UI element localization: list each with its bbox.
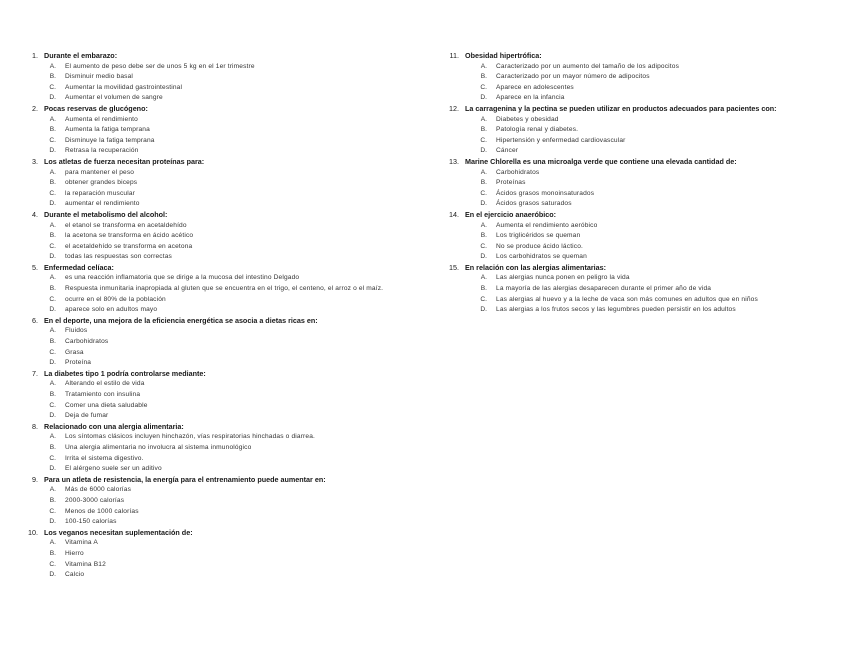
question-item <box>18 104 428 157</box>
answer-option <box>445 199 845 210</box>
option-letter: C. <box>49 189 56 197</box>
question-number: 1. <box>32 51 38 60</box>
answer-option <box>445 146 845 157</box>
question-row <box>445 51 845 62</box>
option-text: el acetaldehído se transforma en acetona <box>65 242 193 250</box>
option-letter: A. <box>49 327 56 335</box>
question-row <box>18 369 428 380</box>
option-letter: C. <box>480 83 487 91</box>
question-number: 14. <box>449 209 459 219</box>
answer-option <box>18 337 428 348</box>
option-letter: B. <box>480 73 487 81</box>
question-row <box>18 263 428 274</box>
answer-option <box>445 62 845 73</box>
question-text: Para un atleta de resistencia, la energía para el entrenamiento puede aumentar en: <box>44 474 326 484</box>
question-row <box>18 316 428 327</box>
option-letter: C. <box>49 242 56 250</box>
answer-option <box>18 221 428 232</box>
question-item <box>18 475 428 528</box>
option-letter: A. <box>49 221 56 229</box>
option-letter: B. <box>480 285 487 293</box>
answer-option <box>18 411 428 422</box>
answer-option <box>18 62 428 73</box>
option-letter: A. <box>49 433 56 441</box>
question-text: En relación con las alergias alimentarias: <box>465 262 607 272</box>
question-number: 8. <box>32 421 38 431</box>
answer-option <box>18 348 428 359</box>
option-text: Deja de fumar <box>65 412 109 420</box>
option-letter: D. <box>480 253 487 261</box>
question-item <box>18 210 428 263</box>
question-item <box>445 263 845 316</box>
option-text: todas las respuestas son correctas <box>65 253 172 261</box>
option-letter: A. <box>480 168 487 176</box>
option-letter: A. <box>480 62 487 70</box>
option-letter: D. <box>49 147 56 155</box>
question-row <box>18 475 428 486</box>
option-text: Ácidos grasos saturados <box>496 200 572 208</box>
answer-option <box>18 231 428 242</box>
option-letter: C. <box>49 560 56 568</box>
option-text: Disminuye la fatiga temprana <box>65 136 155 144</box>
option-text: Proteínas <box>496 179 526 187</box>
option-letter: C. <box>480 189 487 197</box>
question-item <box>445 104 845 157</box>
option-letter: A. <box>49 486 56 494</box>
option-letter: C. <box>49 83 56 91</box>
question-row <box>18 51 428 62</box>
option-letter: D. <box>49 94 56 102</box>
question-number: 5. <box>32 262 38 272</box>
option-letter: D. <box>49 518 56 526</box>
question-number: 11. <box>449 51 459 60</box>
question-row <box>18 104 428 115</box>
option-text: Los carbohidratos se queman <box>496 253 587 261</box>
option-text: Las alergias nunca ponen en peligro la vida <box>496 274 630 282</box>
option-text: Respuesta inmunitaria inapropiada al gluten que se encuentra en el trigo, el centeno, el arroz o el maíz. <box>65 285 384 293</box>
option-letter: B. <box>49 73 56 81</box>
answer-option <box>18 485 428 496</box>
answer-option <box>18 83 428 94</box>
question-row <box>445 157 845 168</box>
option-text: Carbohidratos <box>496 168 540 176</box>
question-item <box>445 210 845 263</box>
option-text: Los síntomas clásicos incluyen hinchazón, vías respiratorias hinchadas o diarrea. <box>65 433 316 441</box>
option-letter: C. <box>49 507 56 515</box>
option-text: Irrita el sistema digestivo. <box>65 454 144 462</box>
question-text: Obesidad hipertrófica: <box>465 51 542 60</box>
answer-option <box>18 507 428 518</box>
option-text: Caracterizado por un aumento del tamaño de los adipocitos <box>496 62 680 70</box>
option-letter: C. <box>480 136 487 144</box>
answer-option <box>18 326 428 337</box>
right-question-column <box>445 51 845 316</box>
option-text: Alterando el estilo de vida <box>65 380 145 388</box>
answer-option <box>18 178 428 189</box>
answer-option <box>18 93 428 104</box>
answer-option <box>445 231 845 242</box>
answer-option <box>18 401 428 412</box>
answer-option <box>445 221 845 232</box>
answer-option <box>18 432 428 443</box>
option-letter: D. <box>480 94 487 102</box>
option-letter: B. <box>480 179 487 187</box>
option-letter: A. <box>480 115 487 123</box>
answer-option <box>18 72 428 83</box>
option-letter: D. <box>49 412 56 420</box>
option-text: Las alergias a los frutos secos y las legumbres pueden persistir en los adultos <box>496 306 736 314</box>
option-letter: B. <box>480 126 487 134</box>
option-text: Diabetes y obesidad <box>496 115 559 123</box>
option-letter: A. <box>49 115 56 123</box>
answer-option <box>445 115 845 126</box>
option-text: 100-150 calorías <box>65 518 117 526</box>
question-row <box>445 263 845 274</box>
answer-option <box>445 136 845 147</box>
question-number: 12. <box>449 103 459 113</box>
option-text: Vitamina A <box>65 539 98 547</box>
option-text: es una reacción inflamatoria que se dirige a la mucosa del intestino Delgado <box>65 274 300 282</box>
option-text: No se produce ácido láctico. <box>496 242 584 250</box>
question-text: Enfermedad celíaca: <box>44 262 114 272</box>
answer-option <box>18 115 428 126</box>
answer-option <box>18 454 428 465</box>
option-text: La mayoría de las alergias desaparecen durante el primer año de vida <box>496 285 712 293</box>
question-text: Los veganos necesitan suplementación de: <box>44 527 193 537</box>
option-text: Cáncer <box>496 147 519 155</box>
answer-option <box>18 390 428 401</box>
option-letter: D. <box>49 571 56 579</box>
option-text: Carbohidratos <box>65 338 109 346</box>
option-text: El aumento de peso debe ser de unos 5 kg en el 1er trimestre <box>65 62 255 70</box>
answer-option <box>18 284 428 295</box>
option-text: Aparece en la infancia <box>496 94 565 102</box>
question-row <box>18 528 428 539</box>
option-text: Calcio <box>65 571 85 579</box>
answer-option <box>18 305 428 316</box>
answer-option <box>445 189 845 200</box>
option-text: Aumentar la movilidad gastrointestinal <box>65 83 183 91</box>
answer-option <box>18 517 428 528</box>
option-letter: A. <box>480 221 487 229</box>
question-text: En el ejercicio anaeróbico: <box>465 209 557 219</box>
option-text: Ácidos grasos monoinsaturados <box>496 189 595 197</box>
answer-option <box>18 295 428 306</box>
option-letter: D. <box>49 359 56 367</box>
question-text: Durante el metabolismo del alcohol: <box>44 209 168 219</box>
question-item <box>18 528 428 581</box>
question-row <box>18 157 428 168</box>
answer-option <box>18 358 428 369</box>
answer-option <box>445 125 845 136</box>
option-text: Hipertensión y enfermedad cardiovascular <box>496 136 626 144</box>
option-letter: B. <box>49 126 56 134</box>
option-letter: C. <box>49 136 56 144</box>
question-number: 10. <box>28 527 38 537</box>
option-text: aumentar el rendimiento <box>65 200 140 208</box>
answer-option <box>18 560 428 571</box>
option-text: Disminuir medio basal <box>65 73 134 81</box>
option-letter: C. <box>480 242 487 250</box>
answer-option <box>18 496 428 507</box>
answer-option <box>445 83 845 94</box>
left-question-column <box>18 51 428 581</box>
option-text: Aumenta la fatiga temprana <box>65 126 150 134</box>
answer-option <box>18 189 428 200</box>
answer-option <box>445 242 845 253</box>
option-letter: C. <box>49 295 56 303</box>
answer-option <box>18 252 428 263</box>
question-text: La carragenina y la pectina se pueden utilizar en productos adecuados para pacientes con: <box>465 103 777 113</box>
option-letter: A. <box>480 274 487 282</box>
question-number: 9. <box>32 474 38 484</box>
option-text: Hierro <box>65 549 84 557</box>
answer-option <box>445 168 845 179</box>
answer-option <box>18 570 428 581</box>
option-text: Caracterizado por un mayor número de adipocitos <box>496 73 650 81</box>
option-letter: D. <box>49 253 56 261</box>
option-text: Una alergia alimentaria no involucra al sistema inmunológico <box>65 443 252 451</box>
answer-option <box>445 93 845 104</box>
question-number: 6. <box>32 315 38 325</box>
question-item <box>445 51 845 104</box>
option-letter: C. <box>49 348 56 356</box>
option-letter: B. <box>49 443 56 451</box>
question-item <box>18 51 428 104</box>
option-text: Las alergias al huevo y a la leche de vaca son más comunes en adultos que en niños <box>496 295 758 303</box>
option-letter: B. <box>49 285 56 293</box>
option-text: Retrasa la recuperación <box>65 147 139 155</box>
option-letter: B. <box>49 338 56 346</box>
answer-option <box>18 146 428 157</box>
answer-option <box>18 379 428 390</box>
question-row <box>18 210 428 221</box>
option-text: Comer una dieta saludable <box>65 401 148 409</box>
option-letter: C. <box>49 401 56 409</box>
question-item <box>445 157 845 210</box>
question-number: 2. <box>32 103 38 113</box>
answer-option <box>18 464 428 475</box>
answer-option <box>445 284 845 295</box>
option-text: Fluidos <box>65 327 88 335</box>
option-letter: B. <box>49 391 56 398</box>
answer-option <box>18 168 428 179</box>
answer-option <box>445 252 845 263</box>
option-letter: A. <box>49 62 56 70</box>
question-number: 15. <box>449 262 459 272</box>
question-row <box>18 422 428 433</box>
option-text: obtener grandes biceps <box>65 179 138 187</box>
question-number: 7. <box>32 368 38 378</box>
question-text: Durante el embarazo: <box>44 51 118 60</box>
option-letter: B. <box>49 496 56 504</box>
answer-option <box>445 295 845 306</box>
option-text: Grasa <box>65 348 84 356</box>
option-text: Los triglicéridos se queman <box>496 232 581 240</box>
option-letter: B. <box>49 232 56 240</box>
option-text: Proteína <box>65 359 92 367</box>
option-letter: B. <box>480 232 487 240</box>
option-text: ocurre en el 80% de la población <box>65 295 166 303</box>
question-text: Marine Chlorella es una microalga verde que contiene una elevada cantidad de: <box>465 156 737 166</box>
option-letter: B. <box>49 549 56 557</box>
question-number: 4. <box>32 209 38 219</box>
question-number: 3. <box>32 156 38 166</box>
answer-option <box>18 538 428 549</box>
option-letter: C. <box>49 454 56 462</box>
question-row <box>445 104 845 115</box>
option-text: Más de 6000 calorías <box>65 486 132 494</box>
question-number: 13. <box>449 156 459 166</box>
option-text: 2000-3000 calorías <box>65 496 125 504</box>
option-letter: D. <box>480 306 487 314</box>
option-letter: D. <box>49 306 56 314</box>
question-item <box>18 263 428 316</box>
question-item <box>18 316 428 369</box>
question-row <box>445 210 845 221</box>
question-text: Los atletas de fuerza necesitan proteínas para: <box>44 156 205 166</box>
answer-option <box>18 549 428 560</box>
option-text: el etanol se transforma en acetaldehído <box>65 221 187 229</box>
option-text: la acetona se transforma en ácido acético <box>65 232 194 240</box>
option-letter: D. <box>480 200 487 208</box>
option-text: Vitamina B12 <box>65 560 106 568</box>
option-text: Menos de 1000 calorías <box>65 507 139 515</box>
question-text: Pocas reservas de glucógeno: <box>44 103 148 113</box>
question-item <box>18 422 428 475</box>
option-text: aparece solo en adultos mayo <box>65 306 158 314</box>
question-item <box>18 369 428 422</box>
answer-option <box>18 242 428 253</box>
option-text: para mantener el peso <box>65 168 135 176</box>
option-text: Aumenta el rendimiento <box>65 115 138 123</box>
option-letter: A. <box>49 380 56 388</box>
option-text: Tratamiento con insulina <box>65 391 141 398</box>
answer-option <box>18 443 428 454</box>
answer-option <box>445 72 845 83</box>
question-text: Relacionado con una alergia alimentaria: <box>44 421 184 431</box>
option-letter: D. <box>49 200 56 208</box>
answer-option <box>18 136 428 147</box>
option-letter: D. <box>49 465 56 473</box>
option-letter: B. <box>49 179 56 187</box>
answer-option <box>445 305 845 316</box>
option-letter: A. <box>49 539 56 547</box>
option-letter: D. <box>480 147 487 155</box>
answer-option <box>18 125 428 136</box>
question-item <box>18 157 428 210</box>
question-text: La diabetes tipo 1 podría controlarse mediante: <box>44 368 206 378</box>
option-letter: C. <box>480 295 487 303</box>
option-text: Patología renal y diabetes. <box>496 126 579 134</box>
option-text: El alérgeno suele ser un aditivo <box>65 465 162 473</box>
option-text: Aparece en adolescentes <box>496 83 574 91</box>
answer-option <box>18 199 428 210</box>
answer-option <box>445 178 845 189</box>
question-text: En el deporte, una mejora de la eficiencia energética se asocia a dietas ricas en: <box>44 315 318 325</box>
answer-option <box>445 273 845 284</box>
option-letter: A. <box>49 168 56 176</box>
option-letter: A. <box>49 274 56 282</box>
option-text: Aumentar el volumen de sangre <box>65 94 163 102</box>
answer-option <box>18 273 428 284</box>
option-text: Aumenta el rendimiento aeróbico <box>496 221 598 229</box>
option-text: la reparación muscular <box>65 189 136 197</box>
